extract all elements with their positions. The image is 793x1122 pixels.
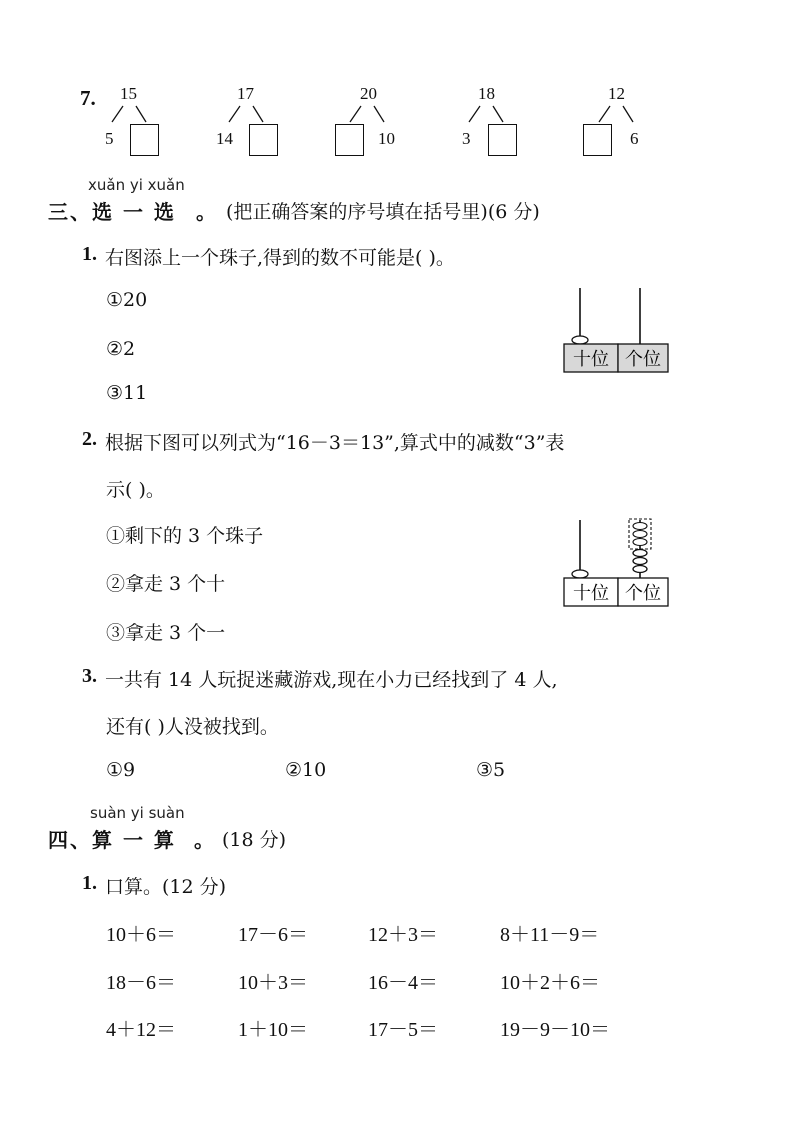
bond-branches: [225, 104, 275, 126]
bond-part-left: 3: [462, 129, 471, 148]
question-text: 一共有 14 人玩捉迷藏游戏,现在小力已经找到了 4 人,: [105, 669, 558, 691]
option-1[interactable]: ①20: [106, 289, 148, 311]
option-3[interactable]: ③5: [476, 759, 506, 781]
calc-item: 10＋3＝: [238, 972, 308, 994]
bead: [572, 336, 588, 344]
question-number: 1.: [82, 243, 97, 265]
ones-label: 个位: [625, 349, 661, 370]
bond-branches: [108, 104, 158, 126]
question-text: 根据下图可以列式为“16－3＝13”,算式中的减数“3”表: [105, 432, 565, 454]
calc-item: 10＋6＝: [106, 924, 176, 946]
calc-item: 4＋12＝: [106, 1019, 176, 1041]
section-instructions: (把正确答案的序号填在括号里)(6 分): [226, 201, 540, 223]
bond-part-right: 10: [378, 129, 395, 148]
section-pinyin: xuǎn yi xuǎn: [88, 176, 185, 194]
bead: [633, 523, 647, 530]
abacus-figure: [560, 284, 672, 376]
calc-item: 8＋11－9＝: [500, 924, 600, 946]
calc-item: 12＋3＝: [368, 924, 438, 946]
calc-item: 10＋2＋6＝: [500, 972, 600, 994]
question-text-cont: 还有( )人没被找到。: [106, 716, 279, 738]
bond-total: 20: [360, 84, 377, 103]
section-title: 三、选 一 选: [48, 200, 176, 224]
bead: [633, 531, 647, 538]
answer-box[interactable]: [335, 124, 364, 156]
calc-item: 18－6＝: [106, 972, 176, 994]
section-title-dot: 。: [196, 200, 218, 224]
option-2[interactable]: ②拿走 3 个十: [106, 573, 226, 595]
calc-item: 17－6＝: [238, 924, 308, 946]
abacus-figure: [560, 516, 672, 610]
question-title: 口算。(12 分): [105, 876, 227, 898]
option-2[interactable]: ②10: [285, 759, 327, 781]
bond-part-left: 14: [216, 129, 233, 148]
answer-box[interactable]: [583, 124, 612, 156]
section-title-dot: 。: [194, 828, 216, 852]
tens-label: 十位: [573, 583, 609, 604]
question-text-cont: 示( )。: [106, 479, 165, 501]
bead: [633, 550, 647, 557]
calc-item: 17－5＝: [368, 1019, 438, 1041]
option-3[interactable]: ③11: [106, 382, 148, 404]
calc-item: 19－9－10＝: [500, 1019, 610, 1041]
bond-branches: [595, 104, 645, 126]
bond-branches: [465, 104, 515, 126]
question-number: 2.: [82, 428, 97, 450]
bead: [633, 558, 647, 565]
calc-item: 1＋10＝: [238, 1019, 308, 1041]
answer-box[interactable]: [130, 124, 159, 156]
answer-box[interactable]: [249, 124, 278, 156]
question-number: 7.: [80, 86, 96, 110]
section-title: 四、算 一 算: [48, 828, 176, 852]
bead: [572, 570, 588, 578]
bond-total: 17: [237, 84, 254, 103]
bead: [633, 539, 647, 546]
ones-label: 个位: [625, 583, 661, 604]
section-points: (18 分): [222, 829, 287, 851]
bead: [633, 566, 647, 573]
calc-item: 16－4＝: [368, 972, 438, 994]
answer-box[interactable]: [488, 124, 517, 156]
question-number: 3.: [82, 665, 97, 687]
section-pinyin: suàn yi suàn: [90, 804, 185, 822]
question-text: 右图添上一个珠子,得到的数不可能是( )。: [105, 247, 455, 269]
bond-branches: [346, 104, 396, 126]
tens-label: 十位: [573, 349, 609, 370]
option-3[interactable]: ③拿走 3 个一: [106, 622, 226, 644]
bond-part-right: 6: [630, 129, 639, 148]
option-2[interactable]: ②2: [106, 338, 136, 360]
question-number: 1.: [82, 872, 97, 894]
option-1[interactable]: ①剩下的 3 个珠子: [106, 525, 264, 547]
bond-total: 18: [478, 84, 495, 103]
bond-part-left: 5: [105, 129, 114, 148]
bond-total: 15: [120, 84, 137, 103]
option-1[interactable]: ①9: [106, 759, 136, 781]
bond-total: 12: [608, 84, 625, 103]
